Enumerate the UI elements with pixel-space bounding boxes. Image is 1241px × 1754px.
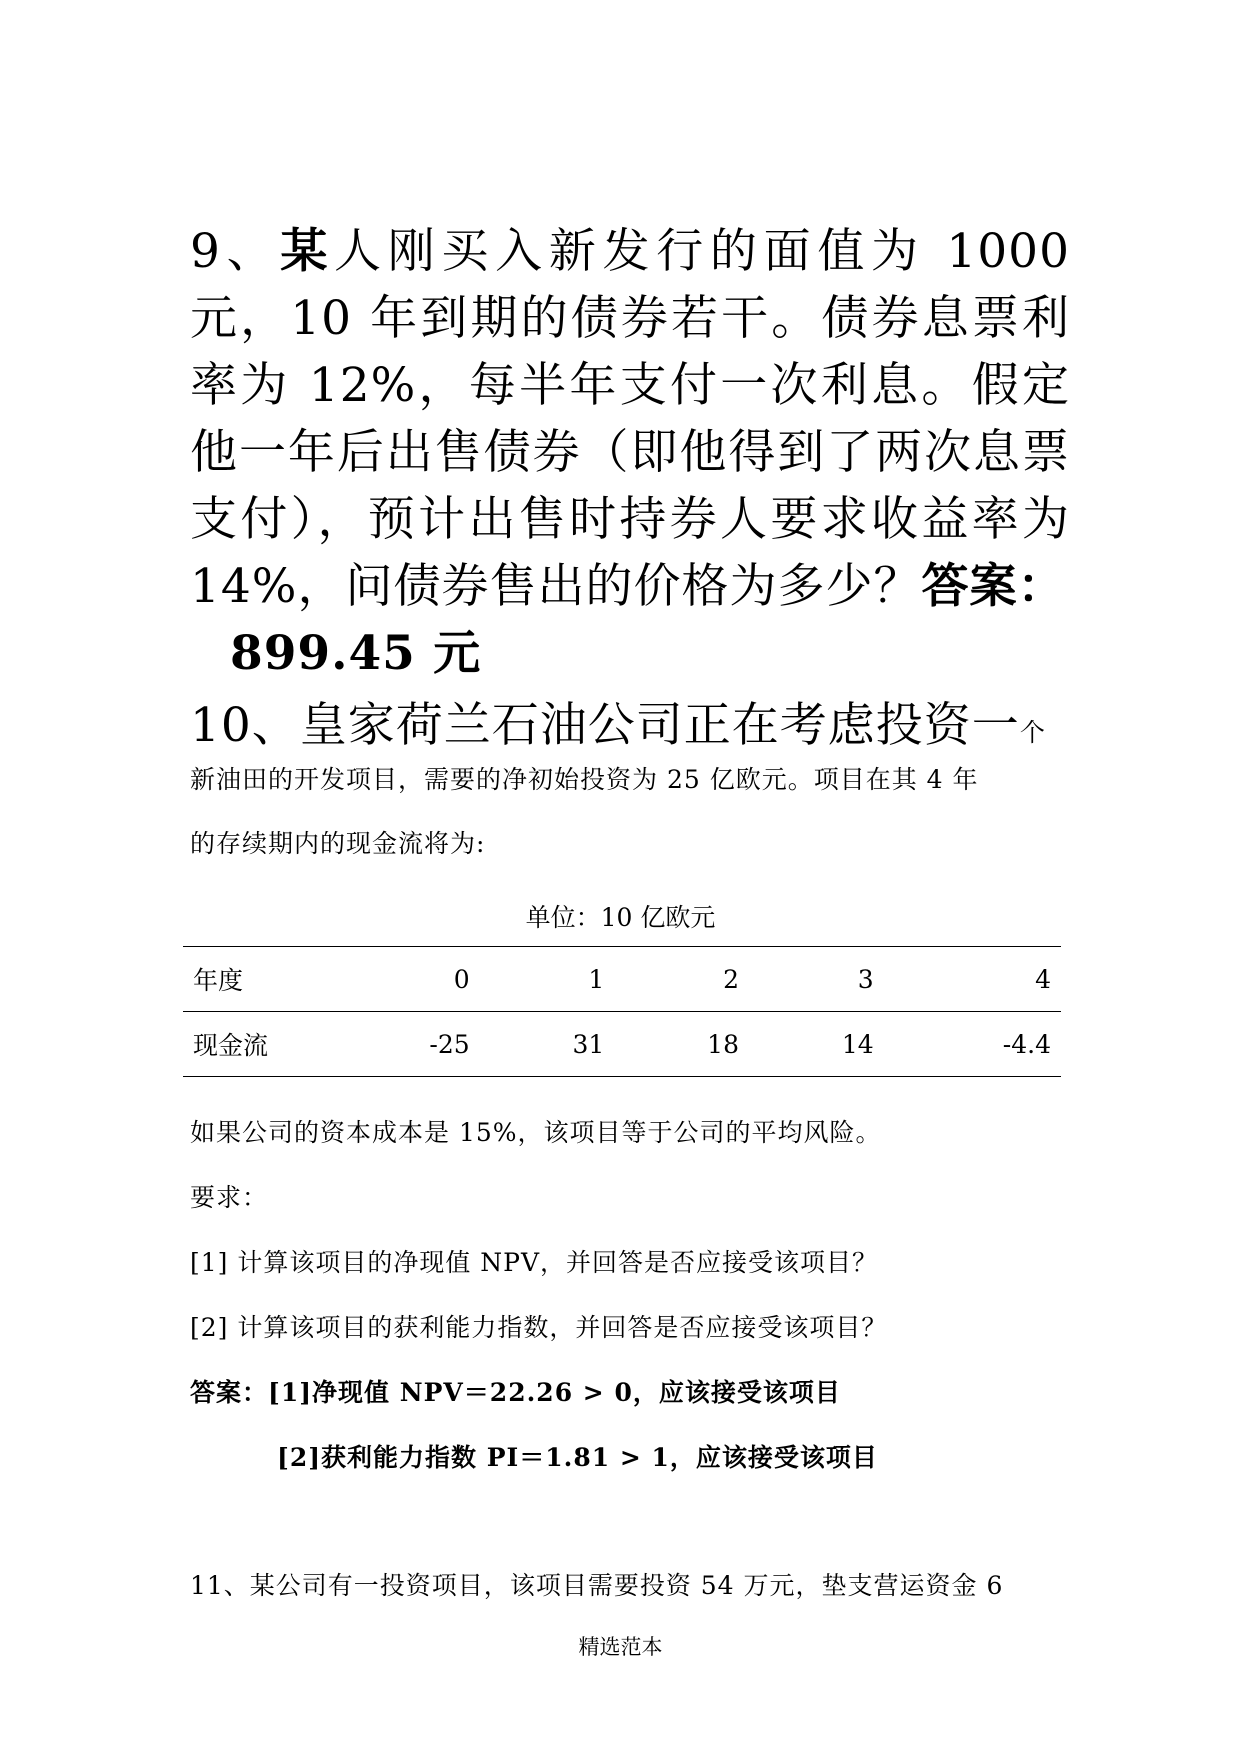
cashflow-cell: 18 (614, 1012, 749, 1077)
year-cell: 3 (749, 947, 884, 1012)
q10-heading-small: 个 (1019, 718, 1046, 747)
q10-requirement-2: [2] 计算该项目的获利能力指数，并回答是否应接受该项目？ (190, 1313, 888, 1342)
cashflow-cell: -4.4 (884, 1012, 1061, 1077)
year-cell: 0 (323, 947, 480, 1012)
q9-body: 人刚买入新发行的面值为 1000 元，10 年到期的债券若干。债券息票利率为 12%，每半年支付一次利息。假定他一年后出售债券（即他得到了两次息票支付），预计出售时持券人要求收益率为 14%，问债券售出的价格为多少？ (190, 224, 1070, 614)
q9-answer-label: 答案： (921, 559, 1066, 614)
q10-line1: 新油田的开发项目，需要的净初始投资为 25 亿欧元。项目在其 4 年 (190, 765, 979, 794)
q9-answer-value: 899.45 元 (230, 626, 482, 681)
year-cell: 2 (614, 947, 749, 1012)
question-9 (190, 218, 1070, 687)
table-row-years (183, 947, 1061, 1012)
q10-cost-text: 如果公司的资本成本是 15%，该项目等于公司的平均风险。 (190, 1118, 882, 1147)
row-label-year: 年度 (183, 947, 323, 1012)
year-cell: 4 (884, 947, 1061, 1012)
page-footer: 精选范本 (578, 1635, 663, 1659)
cashflow-cell: 31 (480, 1012, 615, 1077)
q10-answer-2: [2]获利能力指数 PI＝1.81 > 1，应该接受该项目 (277, 1443, 878, 1472)
year-cell: 1 (480, 947, 615, 1012)
question-10-heading (190, 692, 1070, 766)
q10-answer-1: 答案：[1]净现值 NPV＝22.26 > 0，应该接受该项目 (190, 1378, 841, 1407)
table-row-cashflow (183, 1012, 1061, 1077)
q10-requirement-1: [1] 计算该项目的净现值 NPV，并回答是否应接受该项目？ (190, 1248, 879, 1277)
q10-line2: 的存续期内的现金流将为: (190, 829, 486, 858)
row-label-cashflow: 现金流 (183, 1012, 323, 1077)
q9-lead-bold: 某 (280, 224, 335, 279)
q9-number: 9、 (190, 224, 281, 279)
cashflow-cell: 14 (749, 1012, 884, 1077)
table-unit-caption: 单位：10 亿欧元 (525, 903, 716, 932)
q10-heading-text: 10、皇家荷兰石油公司正在考虑投资一 (190, 698, 1020, 753)
question-11-text: 11、某公司有一投资项目，该项目需要投资 54 万元，垫支营运资金 6 (190, 1571, 1004, 1600)
cashflow-cell: -25 (323, 1012, 480, 1077)
cashflow-table (183, 946, 1061, 1077)
q10-requirement-label: 要求： (190, 1183, 269, 1212)
